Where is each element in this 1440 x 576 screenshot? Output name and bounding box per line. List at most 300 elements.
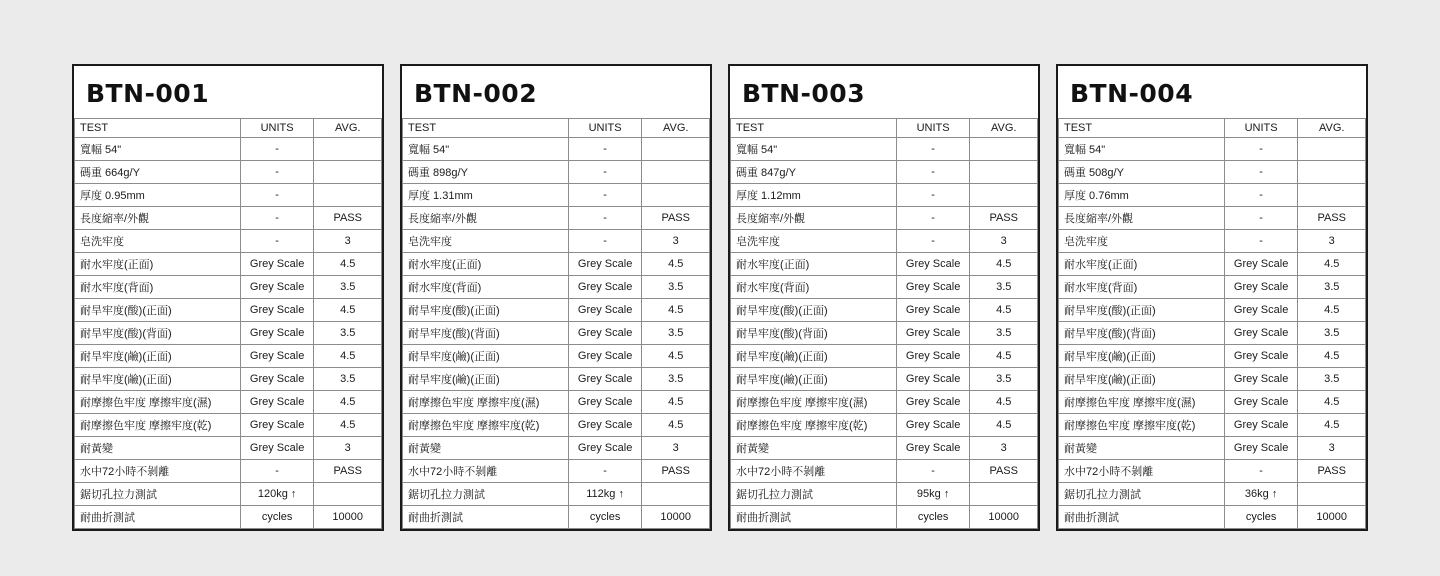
cell-units: Grey Scale	[1224, 321, 1298, 344]
cell-units: Grey Scale	[896, 275, 970, 298]
cell-test: 水中72小時不剝離	[731, 459, 897, 482]
cell-units: 95kg ↑	[896, 482, 970, 505]
cell-avg: 4.5	[642, 390, 710, 413]
cell-test: 耐水牢度(背面)	[731, 275, 897, 298]
table-row	[1059, 321, 1366, 344]
cell-units: Grey Scale	[568, 367, 642, 390]
table-row	[75, 413, 382, 436]
cell-units: -	[1224, 459, 1298, 482]
table-row	[731, 206, 1038, 229]
cell-units: cycles	[240, 505, 314, 528]
cell-avg: 4.5	[970, 252, 1038, 275]
table-row	[75, 252, 382, 275]
column-header: UNITS	[240, 118, 314, 137]
table-row	[75, 459, 382, 482]
cell-test: 碼重 508g/Y	[1059, 160, 1225, 183]
cell-units: -	[240, 183, 314, 206]
cell-avg	[970, 482, 1038, 505]
cell-units: cycles	[568, 505, 642, 528]
column-header: UNITS	[896, 118, 970, 137]
cell-test: 耐摩擦色牢度 摩擦牢度(乾)	[1059, 413, 1225, 436]
spec-table	[730, 118, 1038, 529]
cell-avg: 4.5	[1298, 298, 1366, 321]
cell-test: 耐旱牢度(酸)(背面)	[75, 321, 241, 344]
table-row	[75, 160, 382, 183]
table-row	[403, 367, 710, 390]
cell-avg: PASS	[314, 206, 382, 229]
column-header: TEST	[731, 118, 897, 137]
cell-units: Grey Scale	[896, 252, 970, 275]
cell-units: cycles	[896, 505, 970, 528]
table-row	[731, 367, 1038, 390]
cell-avg: 4.5	[314, 298, 382, 321]
cell-test: 寬幅 54"	[75, 137, 241, 160]
table-row	[731, 321, 1038, 344]
cell-units: -	[240, 229, 314, 252]
cell-units: Grey Scale	[1224, 413, 1298, 436]
table-row	[403, 459, 710, 482]
cell-avg: 4.5	[970, 344, 1038, 367]
cell-test: 耐摩擦色牢度 摩擦牢度(濕)	[75, 390, 241, 413]
table-row	[731, 436, 1038, 459]
cell-units: Grey Scale	[1224, 344, 1298, 367]
cell-test: 耐黃變	[1059, 436, 1225, 459]
cell-avg: 4.5	[1298, 413, 1366, 436]
cell-test: 水中72小時不剝離	[1059, 459, 1225, 482]
cell-units: Grey Scale	[896, 321, 970, 344]
cell-avg	[314, 183, 382, 206]
spec-card	[728, 64, 1040, 531]
cell-test: 耐旱牢度(酸)(背面)	[731, 321, 897, 344]
cell-test: 耐曲折測試	[75, 505, 241, 528]
cell-test: 耐曲折測試	[731, 505, 897, 528]
cell-units: 120kg ↑	[240, 482, 314, 505]
cell-test: 水中72小時不剝離	[403, 459, 569, 482]
cell-units: Grey Scale	[568, 252, 642, 275]
cell-test: 耐旱牢度(鹼)(正面)	[403, 344, 569, 367]
cell-avg	[1298, 137, 1366, 160]
cell-avg: 3.5	[1298, 275, 1366, 298]
cell-units: -	[568, 183, 642, 206]
cell-avg: 3.5	[642, 275, 710, 298]
column-header: UNITS	[1224, 118, 1298, 137]
cell-test: 長度縮率/外觀	[75, 206, 241, 229]
table-header-row	[75, 118, 382, 137]
card-title: BTN-003	[742, 79, 866, 108]
cell-units: Grey Scale	[568, 321, 642, 344]
table-row	[1059, 390, 1366, 413]
table-row	[75, 505, 382, 528]
cell-avg: 4.5	[642, 298, 710, 321]
cell-units: Grey Scale	[240, 390, 314, 413]
table-row	[403, 206, 710, 229]
cell-units: Grey Scale	[1224, 390, 1298, 413]
cell-avg: PASS	[314, 459, 382, 482]
table-row	[1059, 436, 1366, 459]
cell-test: 鋸切孔拉力測試	[403, 482, 569, 505]
column-header: AVG.	[970, 118, 1038, 137]
cell-units: -	[568, 160, 642, 183]
cell-avg: 3.5	[642, 321, 710, 344]
cell-units: Grey Scale	[240, 275, 314, 298]
cell-test: 皂洗牢度	[1059, 229, 1225, 252]
cell-units: -	[1224, 229, 1298, 252]
table-row	[75, 183, 382, 206]
cell-test: 耐水牢度(背面)	[1059, 275, 1225, 298]
cell-test: 長度縮率/外觀	[1059, 206, 1225, 229]
cell-avg: 10000	[314, 505, 382, 528]
table-row	[403, 321, 710, 344]
table-row	[403, 183, 710, 206]
cell-units: 112kg ↑	[568, 482, 642, 505]
cell-units: -	[896, 206, 970, 229]
table-row	[731, 160, 1038, 183]
cell-units: Grey Scale	[896, 436, 970, 459]
cell-test: 耐摩擦色牢度 摩擦牢度(乾)	[731, 413, 897, 436]
cell-avg	[642, 183, 710, 206]
cell-units: Grey Scale	[568, 275, 642, 298]
cell-units: Grey Scale	[896, 298, 970, 321]
cell-units: Grey Scale	[240, 436, 314, 459]
cell-test: 耐水牢度(背面)	[75, 275, 241, 298]
table-row	[1059, 344, 1366, 367]
column-header: TEST	[403, 118, 569, 137]
table-row	[403, 390, 710, 413]
cell-avg: PASS	[1298, 206, 1366, 229]
cell-test: 寬幅 54"	[1059, 137, 1225, 160]
cell-units: -	[568, 137, 642, 160]
table-row	[403, 229, 710, 252]
cell-units: Grey Scale	[1224, 252, 1298, 275]
cell-test: 碼重 847g/Y	[731, 160, 897, 183]
spec-table	[402, 118, 710, 529]
cell-test: 耐黃變	[403, 436, 569, 459]
cell-units: Grey Scale	[240, 413, 314, 436]
cell-test: 長度縮率/外觀	[731, 206, 897, 229]
cell-units: -	[568, 459, 642, 482]
cell-units: -	[240, 137, 314, 160]
cell-test: 厚度 0.95mm	[75, 183, 241, 206]
spec-card	[400, 64, 712, 531]
table-row	[1059, 298, 1366, 321]
table-row	[1059, 367, 1366, 390]
cell-units: -	[240, 160, 314, 183]
cell-test: 耐旱牢度(酸)(背面)	[1059, 321, 1225, 344]
column-header: AVG.	[642, 118, 710, 137]
cell-avg	[970, 137, 1038, 160]
column-header: UNITS	[568, 118, 642, 137]
table-row	[75, 321, 382, 344]
cell-test: 耐旱牢度(鹼)(正面)	[75, 344, 241, 367]
cell-units: Grey Scale	[568, 298, 642, 321]
cell-avg	[1298, 160, 1366, 183]
table-row	[1059, 160, 1366, 183]
cell-avg: 3.5	[1298, 321, 1366, 344]
cell-units: -	[896, 229, 970, 252]
cell-units: -	[896, 183, 970, 206]
cell-test: 耐旱牢度(鹼)(正面)	[403, 367, 569, 390]
cell-test: 耐摩擦色牢度 摩擦牢度(乾)	[403, 413, 569, 436]
cell-test: 耐水牢度(正面)	[75, 252, 241, 275]
cell-units: Grey Scale	[896, 344, 970, 367]
cell-units: Grey Scale	[896, 413, 970, 436]
cell-avg: 4.5	[314, 252, 382, 275]
cell-test: 寬幅 54"	[403, 137, 569, 160]
cell-avg: PASS	[970, 206, 1038, 229]
table-row	[1059, 459, 1366, 482]
cell-avg	[642, 137, 710, 160]
cell-units: cycles	[1224, 505, 1298, 528]
cell-test: 皂洗牢度	[731, 229, 897, 252]
table-row	[731, 229, 1038, 252]
table-row	[75, 275, 382, 298]
card-title: BTN-002	[414, 79, 538, 108]
table-row	[75, 367, 382, 390]
cell-avg	[642, 482, 710, 505]
cell-test: 耐摩擦色牢度 摩擦牢度(濕)	[403, 390, 569, 413]
table-row	[1059, 275, 1366, 298]
table-header-row	[731, 118, 1038, 137]
cell-test: 耐旱牢度(鹼)(正面)	[1059, 367, 1225, 390]
cell-test: 耐旱牢度(鹼)(正面)	[731, 344, 897, 367]
table-row	[1059, 229, 1366, 252]
table-row	[403, 137, 710, 160]
table-row	[731, 482, 1038, 505]
cell-avg	[970, 183, 1038, 206]
cell-units: Grey Scale	[240, 298, 314, 321]
cell-avg: 4.5	[642, 252, 710, 275]
cell-units: Grey Scale	[1224, 367, 1298, 390]
cell-test: 皂洗牢度	[75, 229, 241, 252]
table-row	[75, 482, 382, 505]
cell-test: 厚度 0.76mm	[1059, 183, 1225, 206]
table-row	[75, 298, 382, 321]
spec-table	[74, 118, 382, 529]
cell-avg: 3	[642, 229, 710, 252]
cell-avg: 3.5	[970, 321, 1038, 344]
table-row	[403, 505, 710, 528]
table-row	[1059, 505, 1366, 528]
cell-units: -	[1224, 160, 1298, 183]
cell-units: Grey Scale	[568, 390, 642, 413]
table-row	[731, 505, 1038, 528]
cell-test: 鋸切孔拉力測試	[731, 482, 897, 505]
table-row	[731, 183, 1038, 206]
cell-units: -	[568, 229, 642, 252]
cell-units: Grey Scale	[568, 344, 642, 367]
table-row	[731, 252, 1038, 275]
cell-avg: 10000	[970, 505, 1038, 528]
cell-test: 碼重 664g/Y	[75, 160, 241, 183]
cell-units: -	[1224, 137, 1298, 160]
cell-avg: 3.5	[970, 367, 1038, 390]
cell-avg	[642, 160, 710, 183]
cell-test: 碼重 898g/Y	[403, 160, 569, 183]
table-row	[75, 436, 382, 459]
cell-test: 耐摩擦色牢度 摩擦牢度(濕)	[1059, 390, 1225, 413]
cell-avg: 4.5	[1298, 252, 1366, 275]
cell-avg: 4.5	[970, 298, 1038, 321]
cell-avg: 3.5	[1298, 367, 1366, 390]
cell-test: 耐曲折測試	[403, 505, 569, 528]
cell-test: 耐水牢度(背面)	[403, 275, 569, 298]
table-row	[731, 344, 1038, 367]
cell-avg: 4.5	[314, 390, 382, 413]
cell-units: 36kg ↑	[1224, 482, 1298, 505]
cell-avg: 3.5	[314, 275, 382, 298]
cell-test: 耐水牢度(正面)	[1059, 252, 1225, 275]
cell-avg: 10000	[1298, 505, 1366, 528]
table-row	[75, 137, 382, 160]
cell-test: 厚度 1.12mm	[731, 183, 897, 206]
table-row	[75, 229, 382, 252]
cell-avg: 4.5	[970, 390, 1038, 413]
cell-units: Grey Scale	[240, 321, 314, 344]
spec-card	[1056, 64, 1368, 531]
table-row	[1059, 137, 1366, 160]
cell-avg: 3.5	[314, 367, 382, 390]
cell-avg: 3	[970, 229, 1038, 252]
table-row	[403, 413, 710, 436]
cell-avg: 4.5	[642, 413, 710, 436]
column-header: AVG.	[314, 118, 382, 137]
table-row	[403, 344, 710, 367]
table-row	[403, 160, 710, 183]
table-row	[403, 482, 710, 505]
cell-avg	[970, 160, 1038, 183]
column-header: AVG.	[1298, 118, 1366, 137]
cell-test: 耐黃變	[75, 436, 241, 459]
cell-test: 耐旱牢度(酸)(正面)	[1059, 298, 1225, 321]
cell-test: 長度縮率/外觀	[403, 206, 569, 229]
table-row	[731, 275, 1038, 298]
cell-test: 耐旱牢度(鹼)(正面)	[731, 367, 897, 390]
cell-avg: 4.5	[314, 344, 382, 367]
cell-units: -	[240, 459, 314, 482]
cell-avg: 3	[642, 436, 710, 459]
cell-avg: 3	[1298, 229, 1366, 252]
cell-avg	[314, 160, 382, 183]
table-row	[731, 137, 1038, 160]
cell-test: 水中72小時不剝離	[75, 459, 241, 482]
cell-units: Grey Scale	[240, 344, 314, 367]
cell-test: 耐曲折測試	[1059, 505, 1225, 528]
cell-units: -	[568, 206, 642, 229]
table-row	[75, 206, 382, 229]
column-header: TEST	[1059, 118, 1225, 137]
table-row	[731, 390, 1038, 413]
table-row	[75, 390, 382, 413]
cell-units: -	[1224, 183, 1298, 206]
cell-test: 鋸切孔拉力測試	[75, 482, 241, 505]
cell-avg: PASS	[970, 459, 1038, 482]
cell-avg: 4.5	[642, 344, 710, 367]
cell-avg	[314, 137, 382, 160]
table-row	[731, 413, 1038, 436]
cell-units: -	[896, 459, 970, 482]
cell-avg: 3	[314, 229, 382, 252]
cell-avg: 3.5	[642, 367, 710, 390]
table-row	[75, 344, 382, 367]
table-row	[1059, 183, 1366, 206]
cell-test: 耐水牢度(正面)	[731, 252, 897, 275]
cell-units: Grey Scale	[568, 413, 642, 436]
table-row	[731, 459, 1038, 482]
cell-units: Grey Scale	[1224, 275, 1298, 298]
column-header: TEST	[75, 118, 241, 137]
cell-test: 耐摩擦色牢度 摩擦牢度(濕)	[731, 390, 897, 413]
table-row	[1059, 482, 1366, 505]
table-header-row	[403, 118, 710, 137]
table-row	[1059, 206, 1366, 229]
table-row	[403, 275, 710, 298]
table-row	[403, 252, 710, 275]
cell-test: 耐旱牢度(鹼)(正面)	[1059, 344, 1225, 367]
cell-avg: 4.5	[970, 413, 1038, 436]
cell-avg: 4.5	[1298, 390, 1366, 413]
cell-avg: 3	[1298, 436, 1366, 459]
table-row	[1059, 252, 1366, 275]
cell-test: 耐水牢度(正面)	[403, 252, 569, 275]
cell-units: Grey Scale	[896, 390, 970, 413]
card-title: BTN-001	[86, 79, 210, 108]
cell-test: 皂洗牢度	[403, 229, 569, 252]
cell-units: -	[240, 206, 314, 229]
cell-test: 耐旱牢度(鹼)(正面)	[75, 367, 241, 390]
table-row	[1059, 413, 1366, 436]
table-row	[403, 436, 710, 459]
cell-test: 耐黃變	[731, 436, 897, 459]
cell-units: -	[896, 160, 970, 183]
cell-avg: 3	[970, 436, 1038, 459]
cell-test: 耐旱牢度(酸)(正面)	[403, 298, 569, 321]
cell-units: Grey Scale	[896, 367, 970, 390]
table-header-row	[1059, 118, 1366, 137]
cell-avg	[1298, 482, 1366, 505]
cell-test: 耐旱牢度(酸)(正面)	[75, 298, 241, 321]
cell-avg: 3.5	[314, 321, 382, 344]
cell-units: -	[1224, 206, 1298, 229]
table-row	[731, 298, 1038, 321]
cell-avg	[314, 482, 382, 505]
cell-units: -	[896, 137, 970, 160]
cell-avg: 10000	[642, 505, 710, 528]
spec-card	[72, 64, 384, 531]
cell-test: 寬幅 54"	[731, 137, 897, 160]
card-title: BTN-004	[1070, 79, 1194, 108]
cell-units: Grey Scale	[568, 436, 642, 459]
cell-test: 鋸切孔拉力測試	[1059, 482, 1225, 505]
table-row	[403, 298, 710, 321]
cell-units: Grey Scale	[240, 367, 314, 390]
cell-avg: PASS	[642, 459, 710, 482]
cell-avg: 3.5	[970, 275, 1038, 298]
cell-test: 耐旱牢度(酸)(正面)	[731, 298, 897, 321]
cell-units: Grey Scale	[1224, 298, 1298, 321]
cell-avg: PASS	[642, 206, 710, 229]
cell-units: Grey Scale	[240, 252, 314, 275]
cell-avg: 4.5	[314, 413, 382, 436]
cell-test: 耐摩擦色牢度 摩擦牢度(乾)	[75, 413, 241, 436]
cell-avg: 3	[314, 436, 382, 459]
cell-test: 厚度 1.31mm	[403, 183, 569, 206]
cell-units: Grey Scale	[1224, 436, 1298, 459]
spec-table	[1058, 118, 1366, 529]
cell-avg: PASS	[1298, 459, 1366, 482]
cell-test: 耐旱牢度(酸)(背面)	[403, 321, 569, 344]
cell-avg: 4.5	[1298, 344, 1366, 367]
cell-avg	[1298, 183, 1366, 206]
